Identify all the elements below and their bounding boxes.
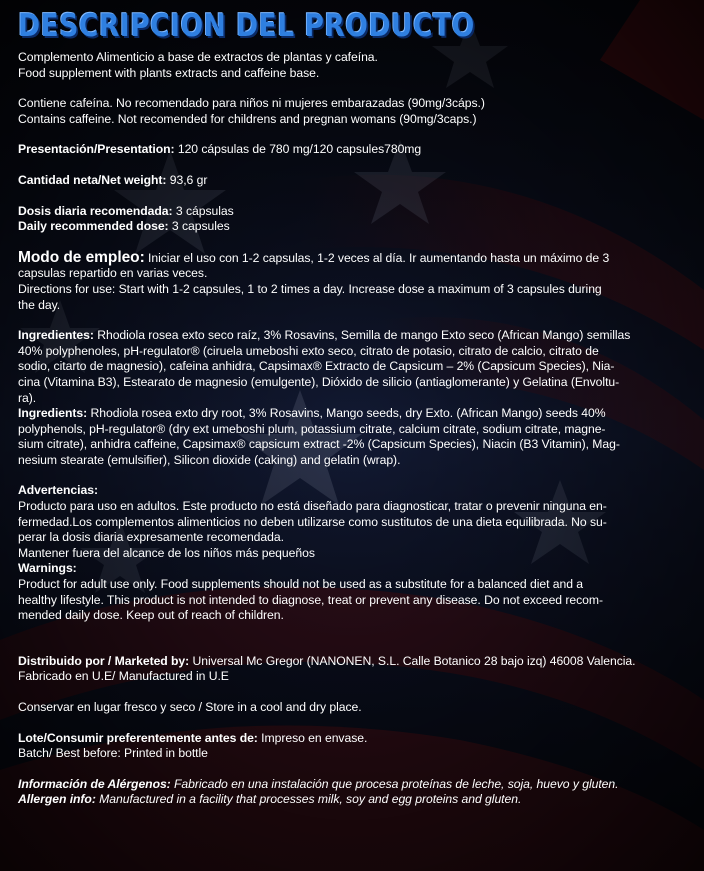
warnings-line: Producto para uso en adultos. Este producto no está diseñado para diagnosticar, tratar o prevenir ninguna en- <box>18 499 607 514</box>
warnings-line: Product for adult use only. Food supplements should not be used as a substitute for a balanced diet and a <box>18 577 583 592</box>
usage-line: Directions for use: Start with 1-2 capsules, 1 to 2 times a day. Increase dose a maximum of 3 capsules during <box>18 281 602 296</box>
dose-value: 3 capsules <box>168 219 230 234</box>
warnings-line: mended daily dose. Keep out of reach of children. <box>18 608 284 623</box>
ingredients-line: polyphenols, pH-regulator® (dry ext umeboshi plum, potassium citrate, calcium citrate, sodium citrate, magne- <box>18 421 606 436</box>
lot-line <box>18 731 690 747</box>
lot-label: Lote/Consumir preferentemente antes de: <box>18 730 258 745</box>
warnings-heading <box>18 483 690 499</box>
warnings-heading <box>18 561 690 577</box>
ingredients-text: Rhodiola rosea exto seco raíz, 3% Rosavins, Semilla de mango Exto seco (African Mango) semillas <box>93 328 631 343</box>
distributor-label: Distribuido por / Marketed by: <box>18 653 190 668</box>
allergen-label: Allergen info: <box>18 792 96 807</box>
usage-line: the day. <box>18 297 61 312</box>
warnings-line: healthy lifestyle. This product is not intended to diagnose, treat or prevent any disease. Do not exceed recom- <box>18 592 603 607</box>
dose-line <box>18 204 690 220</box>
storage-line: Conservar en lugar fresco y seco / Store in a cool and dry place. <box>18 700 362 714</box>
allergen-line <box>18 777 690 793</box>
usage-line <box>18 250 690 267</box>
caffeine-warning: Contiene cafeína. No recomendado para niños ni mujeres embarazadas (90mg/3cáps.) <box>18 96 485 111</box>
allergen-value: Manufactured in a facility that processes milk, soy and egg proteins and gluten. <box>95 792 522 807</box>
lot-value: Impreso en envase. <box>257 730 368 745</box>
intro-line: Complemento Alimenticio a base de extractos de plantas y cafeína. <box>18 50 378 64</box>
ingredients-line <box>18 328 690 344</box>
net-weight-label: Cantidad neta/Net weight: <box>18 172 167 187</box>
ingredients-line: sium citrate), anhidra caffeine, Capsimax® capsicum extract -2% (Capsicum Species), Niacin (B3 Vitamin), Mag- <box>18 437 620 452</box>
ingredients-label: Ingredients: <box>18 406 88 421</box>
warnings-line: Mantener fuera del alcance de los niños más pequeños <box>18 545 315 560</box>
ingredients-text: Rhodiola rosea exto dry root, 3% Rosavins, Mango seeds, dry Exto. (African Mango) seeds 40% <box>87 406 606 421</box>
warnings-line: fermedad.Los complementos alimenticios no deben utilizarse como sustitutos de una dieta equilibrada. No su- <box>18 514 607 529</box>
usage-label: Modo de empleo: <box>18 248 145 266</box>
allergen-value: Fabricado en una instalación que procesa proteínas de leche, soja, huevo y gluten. <box>170 776 619 791</box>
page-title: DESCRIPCION DEL PRODUCTO <box>18 8 475 44</box>
dose-line <box>18 219 690 235</box>
dose-label: Dosis diaria recomendada: <box>18 203 173 218</box>
dose-value: 3 cápsulas <box>172 203 234 218</box>
warnings-label: Warnings: <box>18 561 77 576</box>
allergen-label: Información de Alérgenos: <box>18 776 171 791</box>
usage-text: Iniciar el uso con 1-2 capsulas, 1-2 veces al día. Ir aumentando hasta un máximo de 3 <box>144 250 610 265</box>
warnings-line: perar la dosis diaria expresamente recomendada. <box>18 530 284 545</box>
ingredients-line: cina (Vitamina B3), Estearato de magnesio (emulgente), Dióxido de silicio (antiaglomerante) y Gelatina (Envoltu- <box>18 374 620 389</box>
allergen-line <box>18 792 690 808</box>
caffeine-warning: Contains caffeine. Not recomended for childrens and pregnan womans (90mg/3caps.) <box>18 111 477 126</box>
manufactured-line: Fabricado en U.E/ Manufactured in U.E <box>18 669 229 684</box>
dose-label: Daily recommended dose: <box>18 219 169 234</box>
batch-line: Batch/ Best before: Printed in bottle <box>18 746 208 761</box>
presentation-line <box>18 142 690 158</box>
ingredients-line <box>18 406 690 422</box>
distributor-line <box>18 654 690 670</box>
net-weight-value: 93,6 gr <box>166 172 208 187</box>
warnings-label: Advertencias: <box>18 483 98 498</box>
net-weight-line <box>18 173 690 189</box>
ingredients-line: ra). <box>18 390 37 405</box>
usage-line: capsulas repartido en varias veces. <box>18 266 208 281</box>
ingredients-label: Ingredientes: <box>18 328 94 343</box>
presentation-value: 120 cápsulas de 780 mg/120 capsules780mg <box>174 142 422 157</box>
ingredients-line: nesium stearate (emulsifier), Silicon dioxide (caking) and gelatin (wrap). <box>18 452 401 467</box>
distributor-value: Universal Mc Gregor (NANONEN, S.L. Calle Botanico 28 bajo izq) 46008 Valencia. <box>189 653 636 668</box>
ingredients-line: sodio, citarto de magnesio), cafeina anhidra, Capsimax® Extracto de Capsicum – 2% (Capsicum Species), Nia- <box>18 359 615 374</box>
presentation-label: Presentación/Presentation: <box>18 142 175 157</box>
ingredients-line: 40% polyphenoles, pH-regulator® (ciruela umeboshi exto seco, citrato de potasio, citrato de calcio, citrato de <box>18 343 599 358</box>
intro-line: Food supplement with plants extracts and caffeine base. <box>18 65 320 80</box>
product-description <box>18 50 690 808</box>
